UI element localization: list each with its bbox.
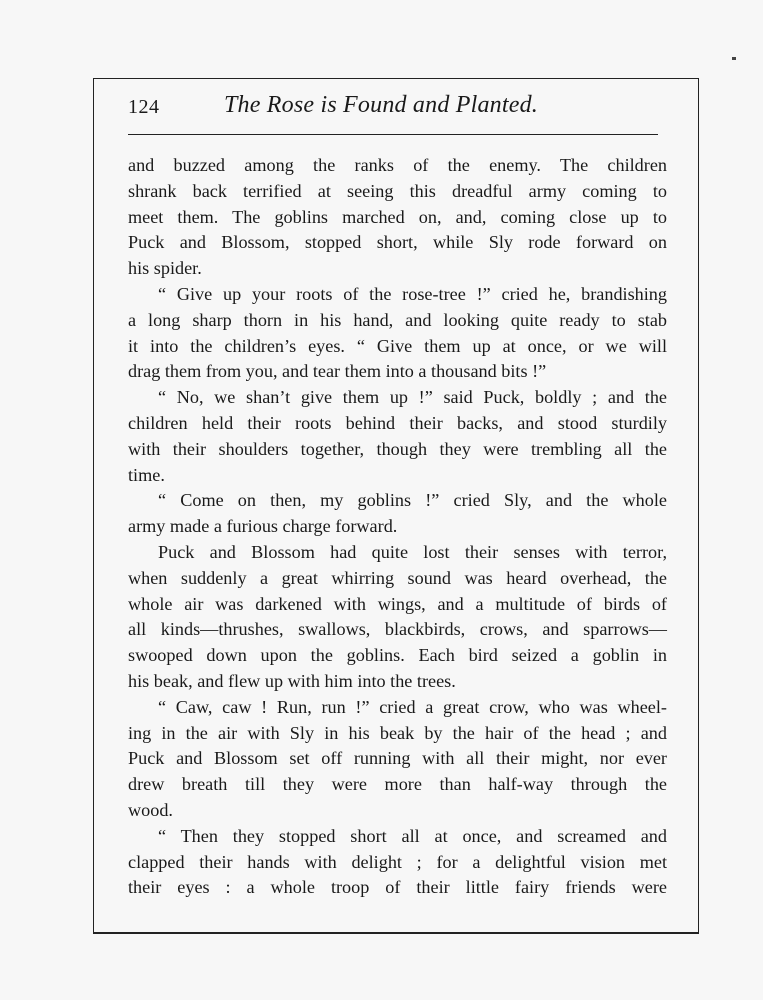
page-header: [128, 92, 658, 122]
text-line: wood.: [128, 799, 173, 820]
text-line: and buzzed among the ranks of the enemy. The children: [128, 155, 667, 175]
text-line: shrank back terrified at seeing this dreadful army coming to: [128, 180, 667, 201]
text-line: Puck and Blossom set off running with all their might, nor ever: [128, 748, 667, 769]
text-line: clapped their hands with delight ; for a delightful vision met: [128, 851, 667, 872]
body-text: [128, 153, 667, 901]
text-line: drew breath till they were more than half-way through the: [128, 774, 667, 795]
text-line: time.: [128, 464, 165, 485]
text-line: drag them from you, and tear them into a thousand bits !”: [128, 361, 547, 382]
text-line: children held their roots behind their backs, and stood sturdily: [128, 412, 667, 433]
text-line: “ Caw, caw ! Run, run !” cried a great crow, who was wheel-: [158, 696, 667, 717]
text-line: his spider.: [128, 258, 202, 279]
text-line: meet them. The goblins marched on, and, coming close up to: [128, 206, 667, 227]
text-line: “ Come on then, my goblins !” cried Sly, and the whole: [158, 490, 667, 511]
text-line: his beak, and flew up with him into the trees.: [128, 670, 456, 691]
text-line: “ Then they stopped short all at once, and screamed and: [158, 825, 667, 846]
header-rule: [128, 134, 658, 135]
running-title: The Rose is Found and Planted.: [224, 92, 538, 118]
text-line: it into the children’s eyes. “ Give them up at once, or we will: [128, 335, 667, 356]
text-line: “ Give up your roots of the rose-tree !” cried he, brandishing: [158, 283, 667, 304]
page-number: 124: [128, 96, 160, 118]
text-line: a long sharp thorn in his hand, and looking quite ready to stab: [128, 309, 667, 330]
text-line: “ No, we shan’t give them up !” said Puck, boldly ; and the: [158, 387, 667, 408]
text-line: all kinds—thrushes, swallows, blackbirds, crows, and sparrows—: [128, 619, 667, 640]
text-line: whole air was darkened with wings, and a multitude of birds of: [128, 593, 667, 614]
page-edge-mark: [732, 57, 736, 60]
text-line: with their shoulders together, though they were trembling all the: [128, 438, 667, 459]
text-line: when suddenly a great whirring sound was heard overhead, the: [128, 567, 667, 588]
text-line: Puck and Blossom had quite lost their senses with terror,: [158, 541, 667, 562]
text-line: ing in the air with Sly in his beak by the hair of the head ; and: [128, 722, 667, 743]
text-line: their eyes : a whole troop of their little fairy friends were: [128, 877, 667, 898]
text-line: swooped down upon the goblins. Each bird seized a goblin in: [128, 645, 667, 666]
text-line: Puck and Blossom, stopped short, while Sly rode forward on: [128, 232, 667, 253]
text-line: army made a furious charge forward.: [128, 516, 398, 537]
